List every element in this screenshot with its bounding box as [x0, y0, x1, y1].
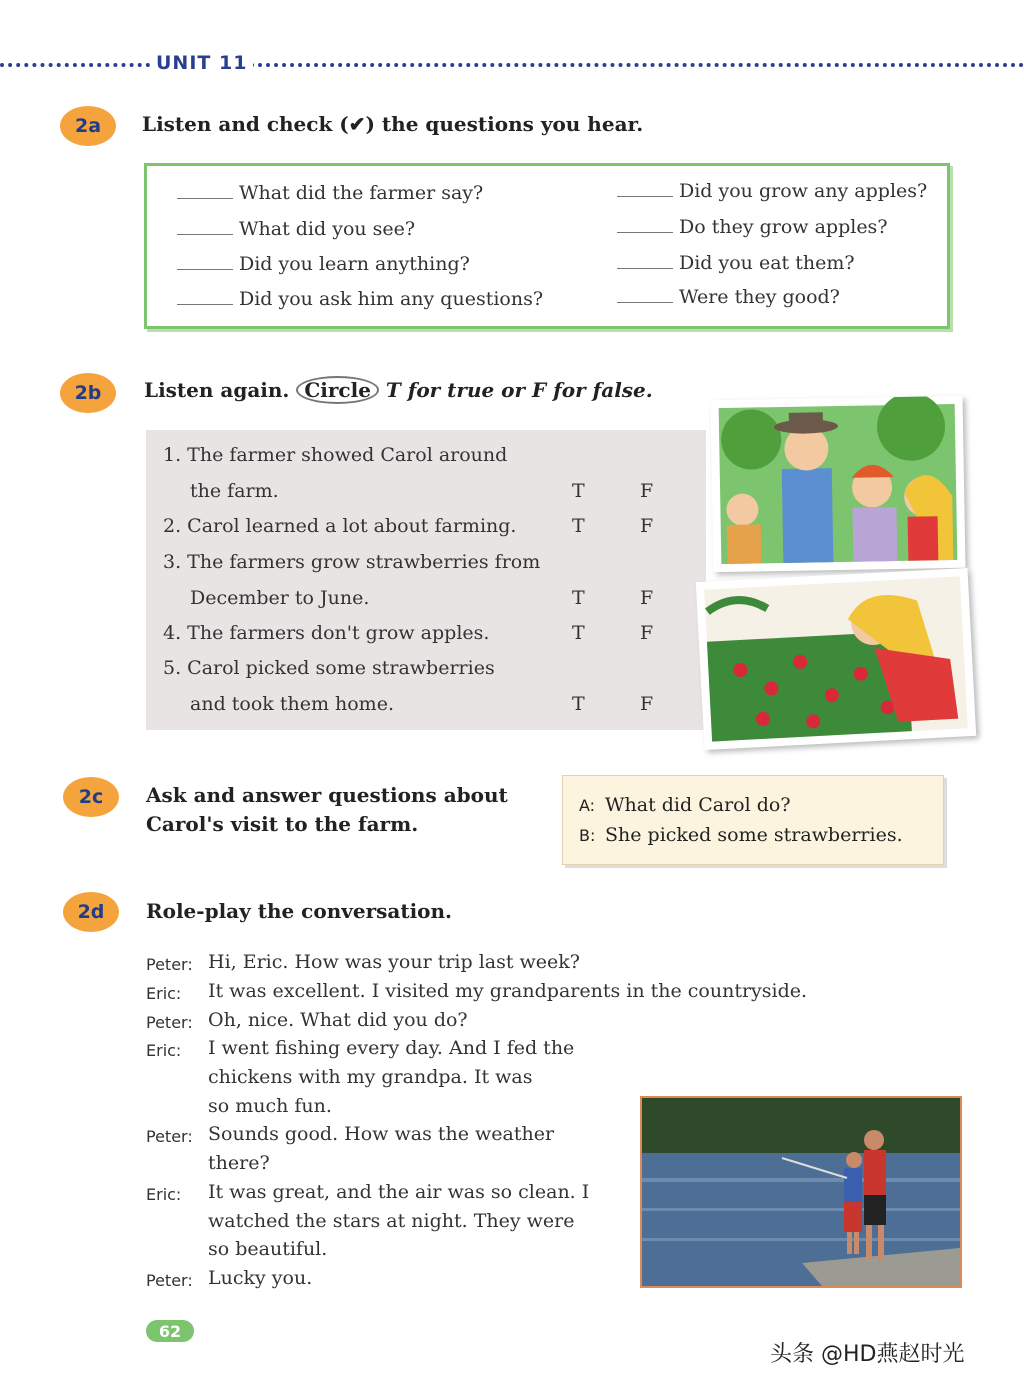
speaker-a-text: What did Carol do? — [605, 794, 791, 816]
instruction-2b: Listen again. Circle T for true or F for false. — [144, 378, 653, 402]
true-false-box — [146, 430, 706, 730]
speaker-b-label: B: — [579, 826, 596, 845]
dialogue-line: chickens with my grandpa. It was — [208, 1066, 533, 1088]
true-option[interactable]: T — [572, 587, 585, 609]
speaker-label: Eric: — [146, 1185, 182, 1204]
checklist-item: Were they good? — [617, 286, 840, 308]
checklist-item: Did you eat them? — [617, 252, 855, 274]
farmer-illustration — [711, 396, 966, 572]
speaker-label: Peter: — [146, 1013, 193, 1032]
statement-line: 2. Carol learned a lot about farming. — [163, 515, 517, 537]
check-blank[interactable] — [617, 232, 673, 233]
circle-word: Circle — [296, 376, 379, 404]
speaker-label: Peter: — [146, 1127, 193, 1146]
speaker-a-label: A: — [579, 796, 596, 815]
check-blank[interactable] — [177, 198, 233, 199]
instruction-2c-line2: Carol's visit to the farm. — [146, 812, 419, 836]
dialogue-line: so beautiful. — [208, 1238, 328, 1260]
fishing-photo — [640, 1096, 962, 1288]
false-option[interactable]: F — [640, 587, 654, 609]
statement-line: 1. The farmer showed Carol around — [163, 444, 508, 466]
check-blank[interactable] — [177, 304, 233, 305]
dialogue-line: I went fishing every day. And I fed the — [208, 1037, 575, 1059]
dialogue-line: It was excellent. I visited my grandparents in the countryside. — [208, 980, 808, 1002]
dialogue-line: It was great, and the air was so clean. I — [208, 1181, 590, 1203]
section-badge-2a: 2a — [60, 106, 116, 146]
false-option[interactable]: F — [640, 515, 654, 537]
dialogue-line: watched the stars at night. They were — [208, 1210, 575, 1232]
checklist-item: Did you ask him any questions? — [177, 288, 543, 310]
check-blank[interactable] — [617, 196, 673, 197]
dialogue-line: Hi, Eric. How was your trip last week? — [208, 951, 580, 973]
statement-line: 5. Carol picked some strawberries — [163, 657, 495, 679]
unit-title: UNIT 11 — [150, 52, 253, 74]
section-badge-2d: 2d — [63, 892, 119, 932]
dialogue-line: so much fun. — [208, 1095, 332, 1117]
check-blank[interactable] — [617, 302, 673, 303]
true-option[interactable]: T — [572, 693, 585, 715]
speaker-label: Peter: — [146, 955, 193, 974]
example-dialogue-box — [562, 775, 944, 865]
watermark: 头条 @HD燕赵时光 — [770, 1342, 965, 1367]
statement-line: the farm. — [190, 480, 279, 502]
check-blank[interactable] — [617, 268, 673, 269]
checklist-item: What did the farmer say? — [177, 182, 483, 204]
dialogue-line: Sounds good. How was the weather — [208, 1123, 555, 1145]
false-option[interactable]: F — [640, 480, 654, 502]
check-blank[interactable] — [177, 234, 233, 235]
speaker-label: Eric: — [146, 984, 182, 1003]
dialogue-line: there? — [208, 1152, 270, 1174]
speaker-label: Peter: — [146, 1271, 193, 1290]
checklist-item: What did you see? — [177, 218, 415, 240]
speaker-label: Eric: — [146, 1041, 182, 1060]
false-option[interactable]: F — [640, 622, 654, 644]
statement-line: December to June. — [190, 587, 370, 609]
instruction-2c-line1: Ask and answer questions about — [146, 783, 508, 807]
true-option[interactable]: T — [572, 515, 585, 537]
dialogue-line: Lucky you. — [208, 1267, 313, 1289]
instruction-2d: Role-play the conversation. — [146, 899, 453, 923]
section-badge-2b: 2b — [60, 373, 116, 413]
statement-line: 4. The farmers don't grow apples. — [163, 622, 490, 644]
question-checklist-box — [144, 163, 950, 329]
true-option[interactable]: T — [572, 622, 585, 644]
strawberry-illustration — [696, 568, 976, 750]
statement-line: 3. The farmers grow strawberries from — [163, 551, 541, 573]
checklist-item: Did you learn anything? — [177, 253, 470, 275]
page-number: 62 — [146, 1320, 194, 1342]
check-blank[interactable] — [177, 269, 233, 270]
instruction-2a: Listen and check (✔) the questions you hear. — [142, 112, 644, 136]
checklist-item: Did you grow any apples? — [617, 180, 927, 202]
false-option[interactable]: F — [640, 693, 654, 715]
statement-line: and took them home. — [190, 693, 394, 715]
speaker-b-text: She picked some strawberries. — [605, 824, 903, 846]
section-badge-2c: 2c — [63, 777, 119, 817]
dialogue-line: Oh, nice. What did you do? — [208, 1009, 468, 1031]
checklist-item: Do they grow apples? — [617, 216, 888, 238]
true-option[interactable]: T — [572, 480, 585, 502]
